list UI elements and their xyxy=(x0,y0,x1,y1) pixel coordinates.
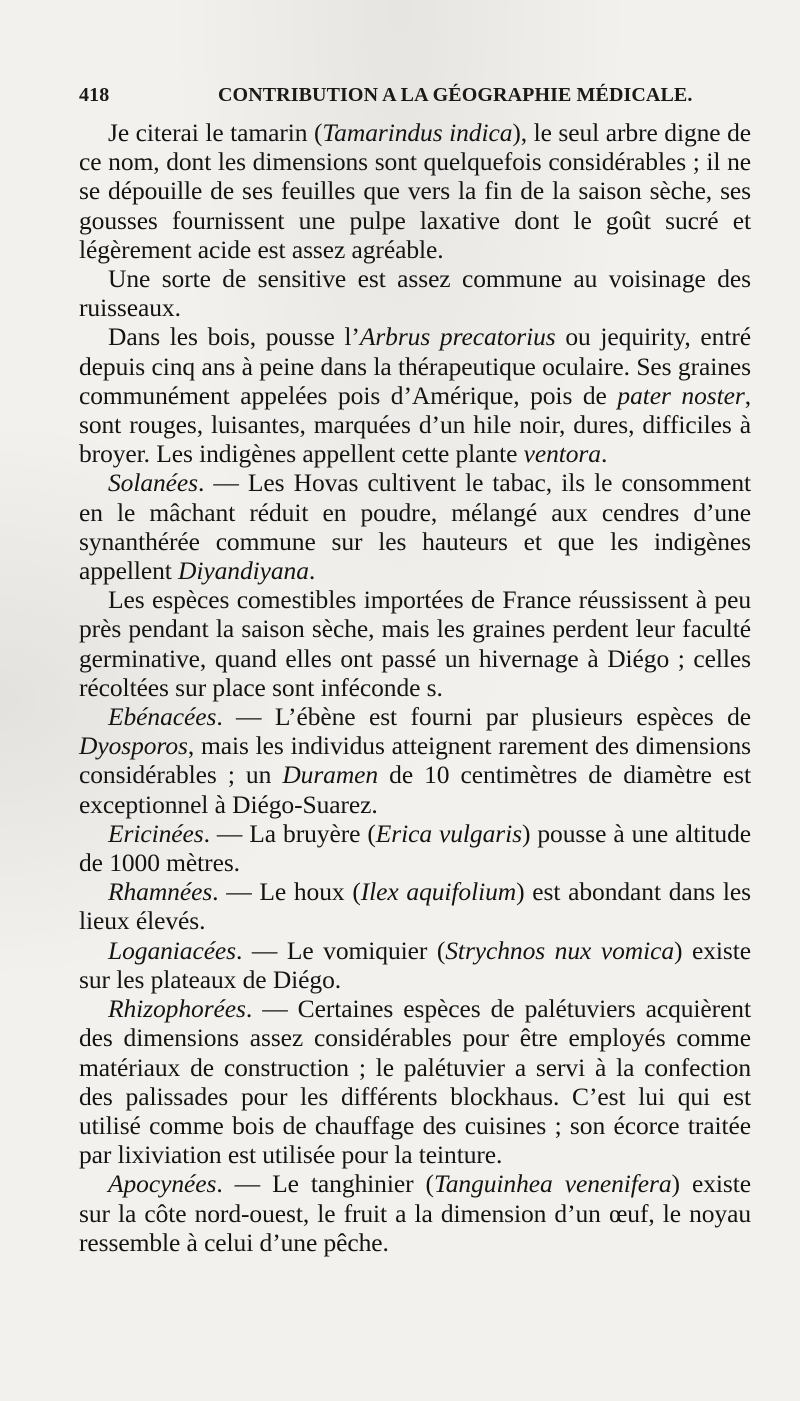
paragraph-tamarin xyxy=(79,118,751,264)
paragraph-rhamnees xyxy=(79,877,751,935)
text-span: ) existe sur la côte nord-ouest, le fruit a la dimension d’un œuf, le noyau ressemble à celui d’une pêche. xyxy=(79,1169,751,1257)
text-span: . xyxy=(600,439,608,469)
text-span: Les espèces comestibles importées de France réussissent à peu près pendant la saison sèche, mais les graines perdent leur faculté germinative, quand elles ont passé un hivernage à Diégo ; celles récoltées sur place sont inféconde s. xyxy=(79,585,751,702)
italic-term: Duramen xyxy=(282,760,379,790)
text-span: de 10 centimètres de diamètre est exceptionnel à Diégo-Suarez. xyxy=(79,760,751,819)
paragraph-solanees xyxy=(79,468,751,585)
family-heading: Apocynées xyxy=(108,1169,217,1199)
species-name: Erica vulgaris xyxy=(375,818,522,848)
text-span: ), le seul arbre digne de ce nom, dont les dimensions sont quelquefois considérables ; il ne se dépouille de ses feuilles que vers la fin de la saison sèche, ses gousses fournissent une pulpe laxative dont le goût sucré et légèrement acide est assez agréable. xyxy=(79,118,751,264)
family-heading: Ericinées xyxy=(108,818,204,848)
text-span: . — Le tanghinier ( xyxy=(216,1169,434,1199)
family-heading: Solanées xyxy=(108,468,199,498)
paragraph-loganiacees xyxy=(79,936,751,994)
page-header xyxy=(79,80,736,110)
body-text xyxy=(79,118,751,1257)
local-plant-name: Diyandiyana xyxy=(178,556,309,586)
text-span: . — L’ébène est fourni par plusieurs espèces de xyxy=(216,702,751,732)
paragraph-comestibles xyxy=(79,585,751,702)
species-name: Tamarindus indica xyxy=(322,118,513,147)
species-name: Tanguinhea venenifera xyxy=(433,1169,672,1199)
paragraph-rhizophorees xyxy=(79,994,751,1169)
text-span: ) pousse à une altitude de 1000 mètres. xyxy=(79,818,751,878)
species-name: Dyosporos xyxy=(79,731,188,761)
text-span: . — La bruyère ( xyxy=(203,818,376,848)
running-title: CONTRIBUTION A LA GÉOGRAPHIE MÉDICALE. xyxy=(218,84,693,106)
text-span: . — Le houx ( xyxy=(212,877,361,907)
text-span: . — Les Hovas cultivent le tabac, ils le consomment en le mâchant réduit en poudre, mélangé aux cendres d’une synanthérée commune sur les hauteurs et que les indigènes appellent xyxy=(79,468,751,586)
species-name: Arbrus precatorius xyxy=(359,322,556,352)
local-plant-name: ventora xyxy=(523,439,601,469)
paragraph-apocynees xyxy=(79,1169,751,1257)
family-heading: Ebénacées xyxy=(108,702,217,732)
italic-term: pater noster xyxy=(617,380,745,410)
paragraph-ericinees xyxy=(79,819,751,877)
text-span: Je citerai le tamarin ( xyxy=(108,118,323,147)
species-name: Strychnos nux vomica xyxy=(445,935,674,965)
text-span: ou jequirity, entré depuis cinq ans à peine dans la thérapeutique oculaire. Ses graines communément appelées pois d’Amérique, pois de xyxy=(79,322,751,410)
paragraph-ebenacees xyxy=(79,702,751,819)
family-heading: Loganiacées xyxy=(108,935,237,965)
text-span: . — Le vomiquier ( xyxy=(236,935,446,965)
family-heading: Rhamnées xyxy=(108,877,213,907)
paragraph-sensitive xyxy=(79,264,751,322)
text-span: Dans les bois, pousse l’ xyxy=(108,322,360,352)
text-span: . xyxy=(308,556,316,586)
text-span: , sont rouges, luisantes, marquées d’un hile noir, dures, difficiles à broyer. Les indigènes appellent cette plante xyxy=(79,380,752,469)
text-span: , mais les individus atteignent rarement des dimensions considérables ; un xyxy=(79,731,751,790)
family-heading: Rhizophorées xyxy=(108,994,246,1024)
page-number: 418 xyxy=(79,84,110,106)
species-name: Ilex aquifolium xyxy=(360,877,517,907)
text-span: . — Certaines espèces de palétuviers acquièrent des dimensions assez considérables pour être employés comme matériaux de construction ; le palétuvier a servi à la confection des palissades pour les différents blockhaus. C’est lui qui est utilisé comme bois de chauffage des cuisines ; son écorce traitée par lixiviation est utilisée pour la teinture. xyxy=(79,994,751,1170)
paragraph-jequirity xyxy=(79,322,751,468)
text-span: ) existe sur les plateaux de Diégo. xyxy=(79,935,751,994)
text-span: ) est abondant dans les lieux élevés. xyxy=(79,877,751,936)
text-span: Une sorte de sensitive est assez commune au voisinage des ruisseaux. xyxy=(79,264,751,323)
